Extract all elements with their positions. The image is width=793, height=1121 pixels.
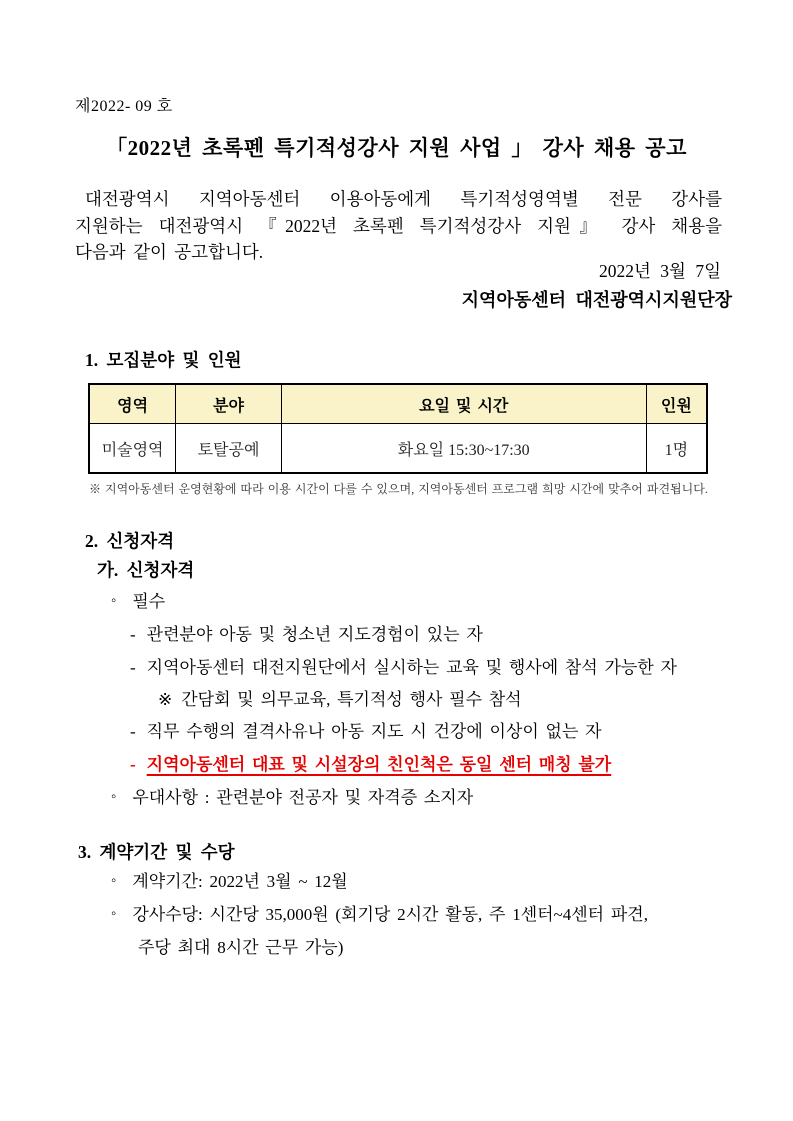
recruitment-table — [88, 383, 708, 474]
list-item-label: 간담회 및 의무교육, 특기적성 행사 필수 참석 — [181, 690, 522, 709]
table-footnote: ※ 지역아동센터 운영현황에 따라 이용 시간이 다를 수 있으며, 지역아동센터 프로그램 희망 시간에 맞추어 파견됩니다. — [89, 482, 708, 496]
section-1-heading: 1. 모집분야 및 인원 — [85, 350, 242, 370]
list-item-experience — [130, 623, 483, 646]
list-item-instructor-pay — [111, 903, 648, 926]
table-header-row — [89, 384, 707, 424]
dash-marker: - — [130, 658, 136, 677]
table-row — [89, 424, 707, 474]
list-item-label: 계약기간: 2022년 3월 ~ 12월 — [132, 872, 348, 891]
list-item-label: 주당 최대 8시간 근무 가능) — [138, 938, 344, 957]
list-subitem-mandatory-events — [158, 688, 522, 711]
list-item-label: 필수 — [132, 592, 166, 611]
list-item-label: 지역아동센터 대전지원단에서 실시하는 교육 및 행사에 참석 가능한 자 — [146, 658, 677, 677]
list-item-contract-period — [111, 870, 348, 893]
list-item-label: 직무 수행의 결격사유나 아동 지도 시 건강에 이상이 없는 자 — [146, 722, 602, 741]
table-cell-area: 미술영역 — [89, 424, 176, 474]
list-item-label: 우대사항 : 관련분야 전공자 및 자격증 소지자 — [132, 788, 474, 807]
intro-line-1: 대전광역시 지역아동센터 이용아동에게 특기적성영역별 전문 강사를 — [85, 189, 722, 209]
highlighted-restriction-text: 지역아동센터 대표 및 시설장의 친인척은 동일 센터 매칭 불가 — [146, 755, 612, 774]
intro-paragraph — [75, 186, 722, 266]
section-2-heading: 2. 신청자격 — [85, 531, 175, 551]
dash-marker: - — [130, 722, 136, 741]
list-item-instructor-pay-continued — [138, 936, 343, 959]
table-cell-count: 1명 — [646, 424, 707, 474]
table-header-field: 분야 — [176, 384, 282, 424]
announcement-date: 2022년 3월 7일 — [599, 261, 721, 281]
list-item-required — [111, 590, 165, 613]
list-item-attendance — [130, 656, 677, 679]
dash-marker: - — [130, 755, 136, 774]
signature-line: 지역아동센터 대전광역시지원단장 — [461, 290, 732, 310]
bullet-marker: ◦ — [111, 873, 117, 889]
bullet-marker: ◦ — [111, 789, 117, 805]
dash-marker: - — [130, 625, 136, 644]
intro-line-3: 다음과 같이 공고합니다. — [75, 242, 264, 262]
table-header-time: 요일 및 시간 — [281, 384, 646, 424]
reference-marker: ※ — [158, 690, 173, 709]
bullet-marker: ◦ — [111, 906, 117, 922]
list-item-preference — [111, 786, 473, 809]
document-title: 「2022년 초록펜 특기적성강사 지원 사업 」 강사 채용 공고 — [106, 136, 687, 160]
intro-line-2: 지원하는 대전광역시 『2022년 초록펜 특기적성강사 지원』 강사 채용을 — [75, 215, 722, 236]
document-number: 제2022- 09 호 — [75, 98, 173, 115]
table-header-area: 영역 — [89, 384, 176, 424]
table-header-count: 인원 — [646, 384, 707, 424]
section-3-heading: 3. 계약기간 및 수당 — [78, 842, 235, 862]
list-item-restriction-highlighted — [130, 753, 611, 776]
section-2-subheading: 가. 신청자격 — [97, 560, 195, 580]
table-cell-field: 토탈공예 — [176, 424, 282, 474]
list-item-label: 강사수당: 시간당 35,000원 (회기당 2시간 활동, 주 1센터~4센터 파견, — [132, 905, 648, 924]
list-item-label: 관련분야 아동 및 청소년 지도경험이 있는 자 — [146, 625, 483, 644]
table-cell-time: 화요일 15:30~17:30 — [281, 424, 646, 474]
bullet-marker: ◦ — [111, 593, 117, 609]
list-item-health — [130, 720, 602, 743]
